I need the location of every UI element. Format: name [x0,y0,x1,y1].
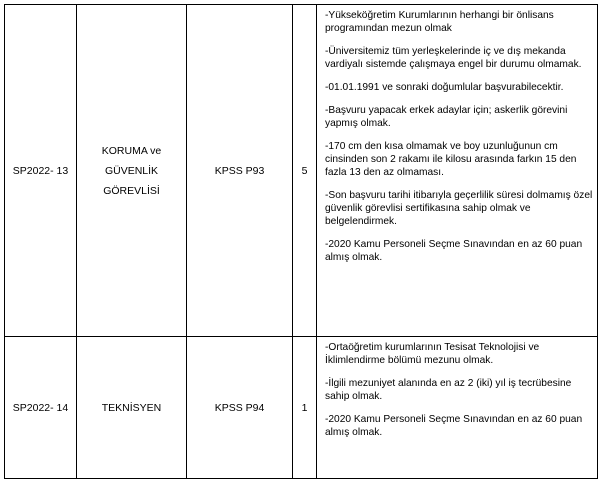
requirement-item: -Üniversitemiz tüm yerleşkelerinde iç ve dış mekanda vardiyalı sistemde çalışmaya engel bir durumu olmamak. [325,46,582,70]
position-title [77,337,187,479]
position-title-line: GÜVENLİK [104,164,159,177]
position-title-line: KORUMA ve [101,144,162,157]
exam-type: KPSS P93 [187,5,293,337]
requirement-item: -Yükseköğretim Kurumlarının herhangi bir önlisans programından mezun olmak [325,10,554,34]
requirements-cell [317,337,598,479]
table-row [5,337,598,479]
requirement-item: -İlgili mezuniyet alanında en az 2 (iki) yıl iş tecrübesine sahip olmak. [325,378,572,402]
position-code: SP2022- 14 [5,337,77,479]
position-code: SP2022- 13 [5,5,77,337]
position-title-line: GÖREVLİSİ [103,184,160,197]
requirement-item: -170 cm den kısa olmamak ve boy uzunluğunun cm cinsinden son 2 rakamı ile kilosu arasında farkın 15 den fazla 13 den az olmaması. [325,141,577,178]
requirement-item: -Başvuru yapacak erkek adaylar için; askerlik görevini yapmış olmak. [325,105,568,129]
positions-table [4,4,598,479]
position-count: 5 [293,5,317,337]
requirement-item: -01.01.1991 ve sonraki doğumlular başvurabilecektir. [325,82,564,93]
position-count: 1 [293,337,317,479]
requirement-item: -Ortaöğretim kurumlarının Tesisat Teknolojisi ve İklimlendirme bölümü mezunu olmak. [325,342,540,366]
position-title [77,5,187,337]
position-title-line: TEKNİSYEN [101,401,162,414]
requirement-item: -Son başvuru tarihi itibarıyla geçerlilik süresi dolmamış özel güvenlik görevlisi sertifikasına sahip olmak ve belgelendirmek. [325,190,593,227]
requirement-item: -2020 Kamu Personeli Seçme Sınavından en az 60 puan almış olmak. [325,414,583,438]
requirement-item: -2020 Kamu Personeli Seçme Sınavından en az 60 puan almış olmak. [325,239,583,263]
requirements-cell [317,5,598,337]
table-row [5,5,598,337]
exam-type: KPSS P94 [187,337,293,479]
